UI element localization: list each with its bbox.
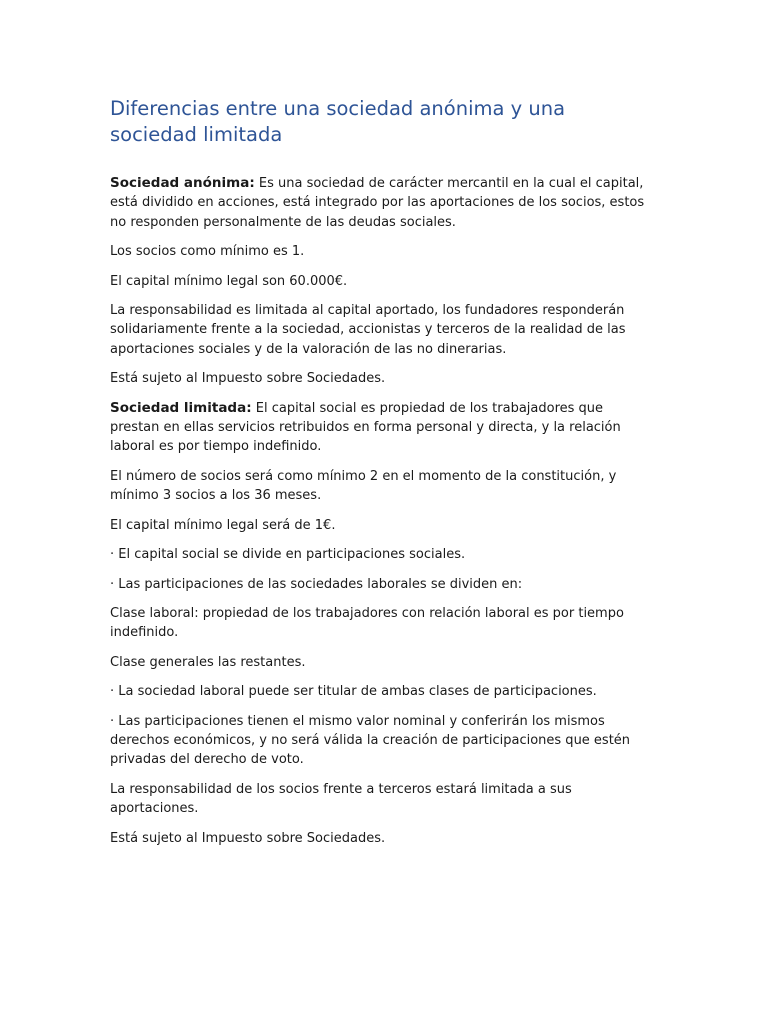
sl-paragraph-1: El número de socios será como mínimo 2 en el momento de la constitución, y mínimo 3 socios a los 36 meses. <box>110 468 617 504</box>
sl-intro-text: El capital social es propiedad de los trabajadores que prestan en ellas servicios retribuidos en forma personal y directa, y la relación laboral es por tiempo indefinido. <box>110 400 621 455</box>
sl-paragraph-8: · Las participaciones tienen el mismo valor nominal y conferirán los mismos derechos económicos, y no será válida la creación de participaciones que estén privadas del derecho de voto. <box>110 713 631 768</box>
document-title: Diferencias entre una sociedad anónima y una sociedad limitada <box>110 97 566 146</box>
sa-paragraph-1: Los socios como mínimo es 1. <box>110 244 305 260</box>
sa-intro-paragraph <box>110 174 655 232</box>
sl-paragraph-7: · La sociedad laboral puede ser titular de ambas clases de participaciones. <box>110 684 597 700</box>
sa-paragraph-3: La responsabilidad es limitada al capital aportado, los fundadores responderán solidariamente frente a la sociedad, accionistas y terceros de la realidad de las aportaciones sociales y de la valoración de las no dinerarias. <box>110 303 626 357</box>
sl-paragraph-3: · El capital social se divide en participaciones sociales. <box>110 547 466 563</box>
sa-paragraph-4: Está sujeto al Impuesto sobre Sociedades. <box>110 371 386 387</box>
sa-paragraph-2: El capital mínimo legal son 60.000€. <box>110 273 348 289</box>
sl-intro-paragraph <box>110 399 655 457</box>
sl-heading: Sociedad limitada: <box>110 399 252 416</box>
sl-paragraph-4: · Las participaciones de las sociedades laborales se dividen en: <box>110 576 523 592</box>
sa-intro-text: Es una sociedad de carácter mercantil en la cual el capital, está dividido en acciones, está integrado por las aportaciones de los socios, estos no responden personalmente de las deudas sociales. <box>110 176 645 230</box>
sl-paragraph-6: Clase generales las restantes. <box>110 654 306 670</box>
sl-paragraph-2: El capital mínimo legal será de 1€. <box>110 517 336 533</box>
document-page <box>110 96 655 858</box>
sl-paragraph-10: Está sujeto al Impuesto sobre Sociedades. <box>110 830 386 846</box>
sa-heading: Sociedad anónima: <box>110 175 255 191</box>
sl-paragraph-5: Clase laboral: propiedad de los trabajadores con relación laboral es por tiempo indefinido. <box>110 605 624 641</box>
sl-paragraph-9: La responsabilidad de los socios frente a terceros estará limitada a sus aportaciones. <box>110 781 572 817</box>
